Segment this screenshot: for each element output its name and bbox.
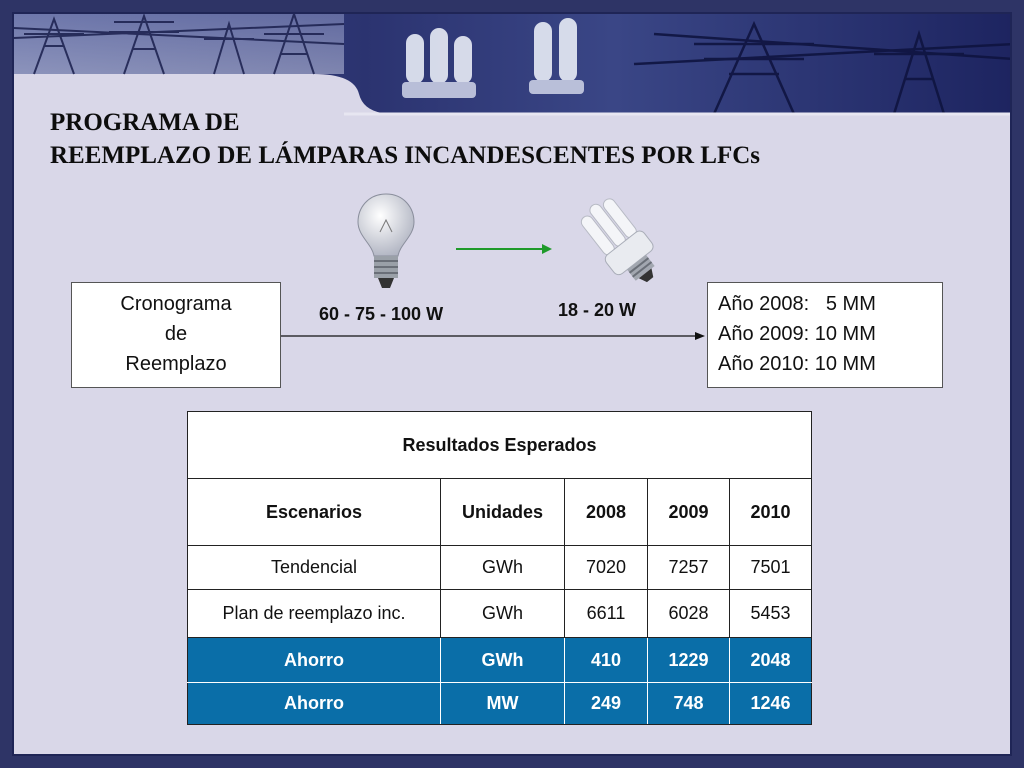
incandescent-watt-label: 60 - 75 - 100 W (319, 304, 444, 324)
slide (12, 12, 1012, 756)
results-table (187, 411, 812, 725)
table-title: Resultados Esperados (188, 412, 812, 479)
table-cell: 7501 (730, 546, 812, 590)
table-cell: 5453 (730, 590, 812, 638)
column-header: Unidades (441, 479, 565, 546)
table-title-row (188, 412, 812, 479)
page-title (50, 106, 760, 172)
schedule-label-line: de (164, 323, 188, 345)
replacement-arrow-icon (456, 242, 556, 256)
title-line-2: REEMPLAZO DE LÁMPARAS INCANDESCENTES POR LFCs (50, 142, 761, 169)
table-cell: 2048 (730, 638, 812, 683)
table-cell: 7020 (565, 546, 648, 590)
table-row-highlight (188, 683, 812, 725)
table-cell: 1246 (730, 683, 812, 725)
column-header: 2009 (648, 479, 730, 546)
table-cell: 7257 (648, 546, 730, 590)
table-cell: 748 (648, 683, 730, 725)
schedule-label-line: Cronograma (120, 293, 232, 315)
cfl-bulb-icon (566, 196, 676, 292)
schedule-years-box (707, 282, 943, 388)
table-cell: GWh (441, 546, 565, 590)
column-header: 2008 (565, 479, 648, 546)
table-cell: 410 (565, 638, 648, 683)
table-cell: Plan de reemplazo inc. (188, 590, 441, 638)
table-row-highlight (188, 638, 812, 683)
schedule-label-box (71, 282, 281, 388)
table-cell: 6611 (565, 590, 648, 638)
table-cell: GWh (441, 638, 565, 683)
table-cell: MW (441, 683, 565, 725)
table-cell: 249 (565, 683, 648, 725)
timeline-arrow (281, 330, 707, 342)
table-row (188, 590, 812, 638)
table-cell: 1229 (648, 638, 730, 683)
table-cell: GWh (441, 590, 565, 638)
table-cell: 6028 (648, 590, 730, 638)
column-header: Escenarios (188, 479, 441, 546)
year-target: Año 2008: 5 MM (718, 293, 876, 315)
incandescent-bulb-icon (356, 192, 416, 290)
column-header: 2010 (730, 479, 812, 546)
title-line-1: PROGRAMA DE (50, 109, 240, 136)
year-target: Año 2010: 10 MM (718, 353, 876, 375)
cfl-watt-label: 18 - 20 W (558, 300, 637, 320)
year-target: Año 2009: 10 MM (718, 323, 876, 345)
table-cell: Ahorro (188, 683, 441, 725)
table-cell: Ahorro (188, 638, 441, 683)
table-header-row (188, 479, 812, 546)
table-row (188, 546, 812, 590)
table-cell: Tendencial (188, 546, 441, 590)
schedule-label-line: Reemplazo (125, 353, 227, 375)
